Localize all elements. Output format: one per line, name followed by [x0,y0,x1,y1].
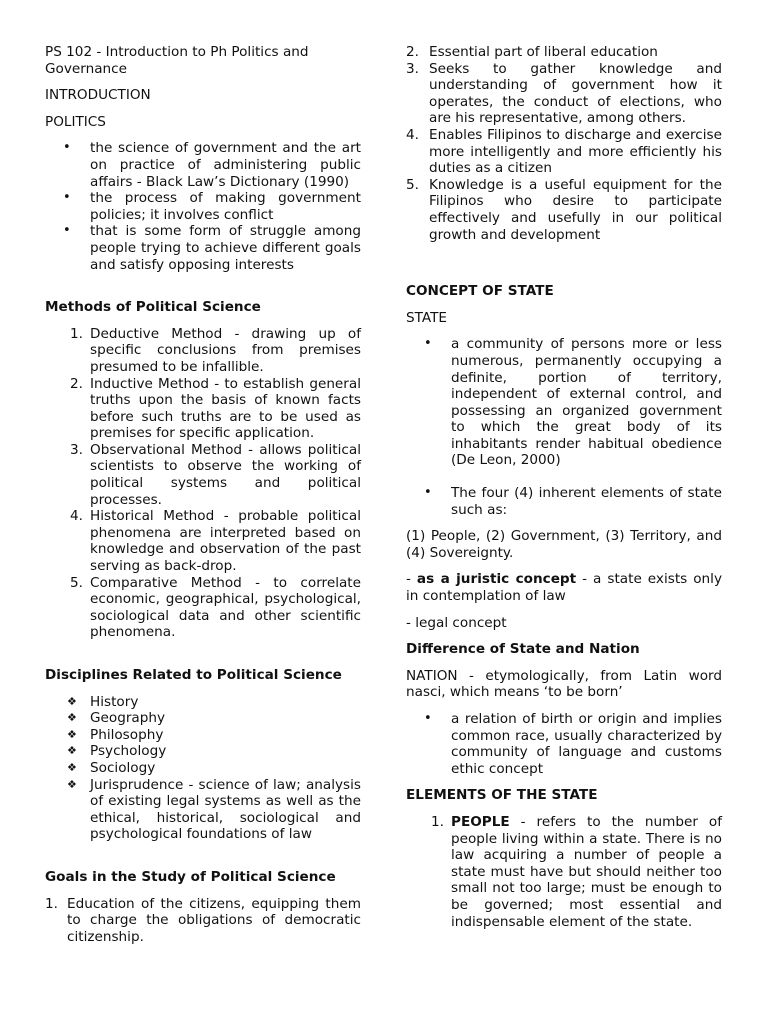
introduction-heading: INTRODUCTION [45,87,151,104]
juristic-concept-paragraph: - as a juristic concept - a state exists only in contemplation of law [406,571,722,605]
diamond-bullet-icon: ❖ [67,760,77,774]
list-item: 5. Knowledge is a useful equipment for the Filipinos who desire to participate effectively and usefully in our political growth and development [406,176,722,243]
list-item: • the science of government and the art on practice of administering public affairs - Black Law’s Dictionary (1990) [63,140,361,190]
methods-list [45,326,361,641]
list-item: 1. PEOPLE - refers to the number of people living within a state. There is no law acquiring a number of people a state must have but should neither too small not too large; must be enough to be governed; most essential and indispensable element of the state. [431,813,722,930]
goals-heading: Goals in the Study of Political Science [45,868,336,885]
diamond-bullet-icon: ❖ [67,727,77,741]
bullet-marker: • [424,485,432,501]
legal-concept: - legal concept [406,614,507,631]
people-term: PEOPLE [451,813,510,830]
state-bullets [406,336,722,469]
diamond-bullet-icon: ❖ [67,744,77,758]
list-item: 5. Comparative Method - to correlate economic, geographical, psychological, sociological data and other scientific phenomena. [70,574,361,641]
difference-heading: Difference of State and Nation [406,641,640,658]
list-item: ❖ Psychology [67,743,167,760]
list-item: 3. Seeks to gather knowledge and understanding of government how it operates, the conduct of elections, who are his representative, among others. [406,60,722,127]
list-item: ❖ Geography [67,710,166,727]
goals-list-continued [406,44,722,243]
elements-heading: ELEMENTS OF THE STATE [406,787,598,804]
elements-enumeration: (1) People, (2) Government, (3) Territory, and (4) Sovereignty. [406,528,722,561]
methods-heading: Methods of Political Science [45,299,261,316]
bullet-marker: • [424,336,432,352]
left-column [45,44,361,955]
list-item: ❖ Jurisprudence - science of law; analysis of existing legal systems as well as the ethical, historical, sociological and psychological foundations of law [67,776,361,843]
diamond-bullet-icon: ❖ [67,711,77,725]
bullet-marker: • [63,190,71,206]
list-item: 3. Observational Method - allows political scientists to observe the working of political systems and political processes. [70,441,361,508]
nation-bullets [406,711,722,777]
list-item: 1. Education of the citizens, equipping them to charge the obligations of democratic citizenship. [45,895,361,945]
bullet-marker: • [424,711,432,726]
disciplines-heading: Disciplines Related to Political Science [45,667,342,683]
diamond-bullet-icon: ❖ [67,694,77,708]
list-item: 4. Enables Filipinos to discharge and exercise more intelligently and more efficiently his duties as a citizen [406,126,722,177]
juristic-concept-term: as a juristic concept [416,571,577,588]
state-bullets-2 [406,485,722,518]
concept-of-state-heading: CONCEPT OF STATE [406,283,554,300]
politics-label: POLITICS [45,113,106,130]
list-item: • the process of making government policies; it involves conflict [63,190,361,223]
right-column [406,44,722,940]
bullet-marker: • [63,140,71,156]
state-label: STATE [406,309,448,326]
list-item: • a community of persons more or less numerous, permanently occupying a definite, portion of territory, independent of external control, and possessing an organized government to which the great body of its inhabitants render habitual obedience (De Leon, 2000) [424,336,722,469]
politics-bullets [45,140,361,273]
elements-list [406,814,722,930]
list-item: ❖ Sociology [67,759,156,776]
list-item: 2. Inductive Method - to establish general truths upon the basis of known facts before such truths are to be used as premises for specific application. [70,375,361,442]
course-title: PS 102 - Introduction to Ph Politics and Governance [45,44,309,77]
list-item: ❖ History [67,693,139,710]
disciplines-list [45,694,361,843]
goals-list [45,896,361,946]
list-item: • that is some form of struggle among people trying to achieve different goals and satisfy opposing interests [63,223,361,273]
list-item: • The four (4) inherent elements of state such as: [424,485,722,518]
nation-definition: NATION - etymologically, from Latin word nasci, which means ‘to be born’ [406,667,722,701]
bullet-marker: • [63,223,71,239]
list-item: • a relation of birth or origin and implies common race, usually characterized by community of language and customs ethic concept [424,711,722,777]
diamond-bullet-icon: ❖ [67,777,77,791]
list-item: ❖ Philosophy [67,726,164,743]
list-item: 1. Deductive Method - drawing up of specific conclusions from premises presumed to be infallible. [70,325,361,375]
list-item: 2. Essential part of liberal education [406,44,658,60]
list-item: 4. Historical Method - probable political phenomena are interpreted based on knowledge and observation of the past serving as back-drop. [70,508,361,575]
